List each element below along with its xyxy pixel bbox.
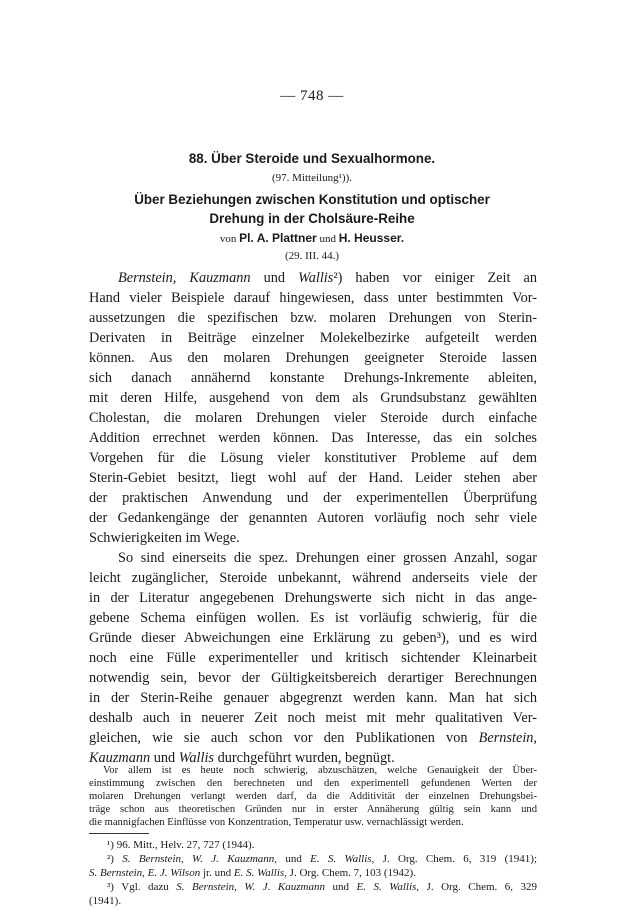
- small-print-line: träge schon aus theoretischen Gründen nur in erster Annäherung gültig sein kann und: [89, 804, 537, 815]
- body-line: in der Sterin-Reihe genauer abgegrenzt werden kann. Man hat sich: [89, 690, 537, 706]
- subtitle-line-2: Drehung in der Cholsäure-Reihe: [209, 211, 415, 226]
- italic-text: E. S. Wallis,: [356, 881, 427, 893]
- received-date: (29. III. 44.): [284, 250, 340, 262]
- small-print-line: molaren Drehungen verlangt werden darf, da die Additivität der einzelnen Drehungsbei-: [89, 791, 537, 802]
- text-run: ³) Vgl. dazu: [107, 881, 177, 893]
- body-line: Sterin-Gebiet besitzt, liegt wohl auf der Hand. Leider stehen aber: [89, 470, 537, 486]
- small-print-line: Vor allem ist es heute noch schwierig, abzuschätzen, welche Genauigkeit der Über-: [103, 765, 537, 776]
- small-print-line: einstimmung zwischen den berechneten und den experimentell gefundenen Werten der: [89, 778, 537, 789]
- body-line: leicht zugänglicher, Steroide unbekannt, während anderseits viele der: [89, 570, 537, 586]
- body-line: [89, 268, 537, 288]
- body-line: der Gedankengänge der genannten Autoren vorläufig noch sehr viele: [89, 510, 537, 526]
- body-line: notwendig sein, bevor der Gültigkeitsbereich derartiger Berechnungen: [89, 670, 537, 686]
- article-mitteilung: (97. Mitteilung¹)).: [272, 172, 352, 184]
- author-plattner: Pl. A. Plattner: [239, 231, 317, 245]
- text-run: durchgeführt wurden, begnügt.: [214, 750, 395, 766]
- footnote-2: [107, 852, 537, 867]
- italic-authors: Bernstein, Kauzmann: [118, 270, 251, 286]
- footnote-2-continued: [89, 866, 537, 881]
- page-number: — 748 —: [280, 88, 344, 104]
- body-line: deshalb auch in neuerer Zeit noch meist mit mehr qualitativen Ver-: [89, 710, 537, 726]
- body-line: [89, 728, 537, 748]
- italic-author: Bernstein,: [478, 730, 538, 746]
- subtitle-line-1: Über Beziehungen zwischen Konstitution und optischer: [134, 192, 490, 207]
- article-authors: [0, 231, 624, 245]
- italic-text: S. Bernstein, W. J. Kauzmann: [176, 881, 333, 893]
- body-text: gleichen, wie sie auch schon vor den Publikationen von: [89, 730, 468, 746]
- authors-von: von: [219, 233, 237, 245]
- body-line: Addition errechnet werden können. Das Interesse, das ein solches: [89, 430, 537, 446]
- body-line: sich danach annähernd konstante Drehungs-Inkremente ableiten,: [89, 370, 537, 386]
- footnote-rule: [89, 833, 149, 834]
- text-run: ¹) 96. Mitt., Helv. 27, 727 (1944).: [107, 839, 255, 851]
- text-run: ²): [107, 853, 123, 865]
- body-line: gebene Schema einfügen wollen. Es ist vorläufig schwierig, für die: [89, 610, 537, 626]
- body-line: aussetzungen die spezifischen bzw. molaren Drehungen von Sterin-: [89, 310, 537, 326]
- body-line: Schwierigkeiten im Wege.: [89, 530, 240, 546]
- body-line: mit deren Hilfe, ausgehend von dem als Grundsubstanz gewählten: [89, 390, 537, 406]
- italic-text: Wallis: [178, 750, 214, 766]
- italic-author: Wallis: [298, 270, 334, 286]
- article-subtitle: [0, 190, 624, 228]
- footnote-3: [107, 880, 537, 895]
- body-line: noch eine Fülle experimenteller und kritisch sichtender Kleinarbeit: [89, 650, 537, 666]
- text-run: und: [150, 750, 179, 766]
- footnote-3-continued: [89, 894, 537, 909]
- authors-und: und: [319, 233, 336, 245]
- body-line: Derivaten in Beiträge einzelner Molekelbezirke aufgeteilt werden: [89, 330, 537, 346]
- italic-text: E. S. Wallis,: [310, 853, 383, 865]
- italic-text: E. S. Wallis,: [233, 867, 290, 879]
- text-run: J. Org. Chem. 6, 329: [426, 881, 538, 893]
- article-heading: 88. Über Steroide und Sexualhormone.: [188, 151, 436, 166]
- text-run: und: [332, 881, 357, 893]
- text-run: J. Org. Chem. 6, 319 (1941);: [382, 853, 537, 865]
- italic-text: S. Bernstein, E. J. Wilson: [89, 867, 203, 879]
- body-line: in der Literatur angegebenen Drehungswerte sich nicht in das ange-: [89, 590, 537, 606]
- body-text: ²) haben vor einiger Zeit an: [333, 270, 538, 286]
- text-run: J. Org. Chem. 7, 103 (1942).: [289, 867, 416, 879]
- body-line: Hand vieler Beispiele darauf hingewiesen, dass unter bestimmten Vor-: [89, 290, 537, 306]
- body-line: Vorgehen für die Lösung vieler konstitutiver Probleme auf dem: [89, 450, 537, 466]
- footnote-1: [107, 838, 537, 853]
- body-line: Cholestan, die molaren Drehungen vieler Steroide durch einfache: [89, 410, 537, 426]
- text-run: jr. und: [202, 867, 234, 879]
- text-run: (1941).: [89, 895, 122, 907]
- body-line: So sind einerseits die spez. Drehungen einer grossen Anzahl, sogar: [118, 550, 537, 566]
- italic-text: S. Bernstein, W. J. Kauzmann,: [122, 853, 286, 865]
- body-line: Gründe dieser Abweichungen eine Erklärung zu geben³), und es wird: [89, 630, 537, 646]
- body-line: können. Aus den molaren Drehungen geeigneter Steroide lassen: [89, 350, 537, 366]
- body-text: und: [250, 270, 299, 286]
- author-heusser: H. Heusser.: [338, 231, 405, 245]
- text-run: und: [285, 853, 311, 865]
- body-line: der praktischen Anwendung und der experimentellen Überprüfung: [89, 490, 537, 506]
- small-print-line: die mannigfachen Einflüsse von Konzentration, Temperatur usw. vernachlässigt werden.: [89, 817, 464, 828]
- italic-text: Kauzmann: [89, 750, 151, 766]
